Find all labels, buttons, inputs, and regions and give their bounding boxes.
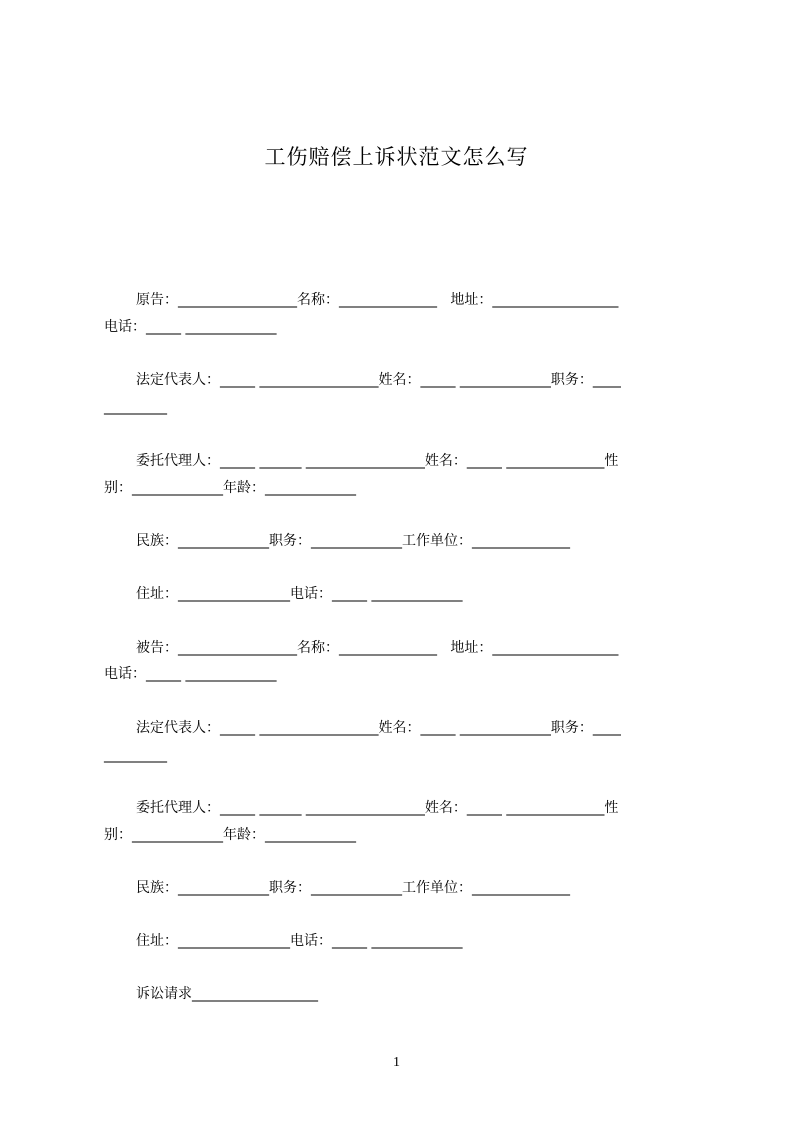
plaintiff-agent-line: 委托代理人：_____ ______ _________________姓名：_____ ______________性 (136, 453, 619, 469)
plaintiff-legal-rep-cont: _________ (104, 399, 167, 415)
page-number: 1 (393, 1055, 400, 1070)
plaintiff-legal-rep-line: 法定代表人：_____ _________________姓名：_____ _____________职务：____ (136, 372, 621, 388)
defendant-agent-line: 委托代理人：_____ ______ _________________姓名：_____ ______________性 (136, 800, 619, 816)
defendant-address-line: 住址：________________电话：_____ _____________ (136, 933, 463, 949)
defendant-legal-rep-cont: _________ (104, 747, 167, 763)
plaintiff-line: 原告：_________________名称：______________ 地址：__________________ (136, 292, 619, 308)
defendant-ethnicity-line: 民族：_____________职务：_____________工作单位：______________ (136, 880, 570, 896)
plaintiff-phone-line: 电话：_____ _____________ (104, 319, 277, 335)
defendant-line: 被告：_________________名称：______________ 地址：__________________ (136, 640, 619, 656)
document-title: 工伤赔偿上诉状范文怎么写 (264, 145, 529, 169)
defendant-agent-cont: 别：_____________年龄：_____________ (104, 827, 356, 843)
litigation-request-line: 诉讼请求__________________ (136, 986, 318, 1002)
plaintiff-ethnicity-line: 民族：_____________职务：_____________工作单位：______________ (136, 533, 570, 549)
plaintiff-agent-cont: 别：_____________年龄：_____________ (104, 480, 356, 496)
plaintiff-address-line: 住址：________________电话：_____ _____________ (136, 586, 463, 602)
defendant-legal-rep-line: 法定代表人：_____ _________________姓名：_____ _____________职务：____ (136, 720, 621, 736)
defendant-phone-line: 电话：_____ _____________ (104, 666, 277, 682)
